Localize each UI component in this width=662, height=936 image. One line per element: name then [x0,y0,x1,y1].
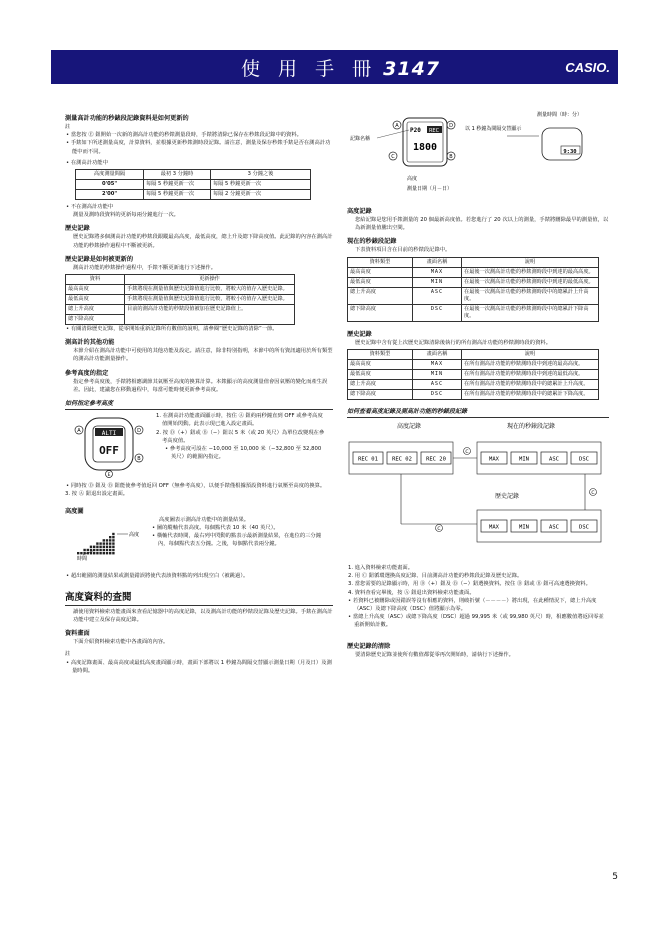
paragraph: 您給記錄是您用手錶測量的 20 個最新高度值。若您進行了 20 次以上的測量，手錶將刪除最早的測量值，以為新測量值騰出空間。 [355,217,609,232]
history-record-table [347,349,599,400]
step-item: • 同時按 Ⓓ 鈕及 Ⓑ 鈕能使參考值返回 OFF（無參考高度），以便手錶僅根據預設資料進行氣壓至高度的換算。 [66,483,326,490]
rec-cell-label: REC 20 [426,456,446,463]
graph-dot [90,548,92,550]
svg-text:A: A [395,123,399,129]
svg-text:E: E [107,473,111,479]
graph-dot [109,545,111,547]
heading: 高度圖 [65,507,84,515]
step-list [155,412,325,461]
graph-dot [103,548,105,550]
altitude-graph-illustration [73,522,143,562]
step-item: • 參考高度可設在 −10,000 至 10,000 米（−32,800 至 32,800 英尺）的範圍內指定。 [165,446,322,461]
record-flow-diagram [347,420,609,548]
svg-text:D: D [449,123,453,129]
graph-dot [112,539,114,541]
manual-title: 使 用 手 冊 3147 [241,58,441,80]
paragraph: 高度圖表示測高計功能中的測量結果。 [159,516,250,523]
paragraph: 下表資料項目含在目前的秒錶段記錄中。 [355,247,451,254]
table-header: 畫面名稱 [413,257,462,267]
graph-dot [99,542,101,544]
graph-dot [99,545,101,547]
table-header: 畫面名稱 [413,349,462,359]
paragraph: 測高計功能的秒錶操作過程中，手錶不斷更新進行下述操作。 [73,264,217,271]
graph-dot [103,552,105,554]
flow-alt-record-label: 高度記錄 [397,423,422,431]
graph-dot [106,542,108,544]
heading: 歷史記錄 [347,330,372,338]
graph-dot [109,536,111,538]
paragraph: 讀使用資料檢索功能畫面來查看記憶器中的高度記錄，以及測高計功能的秒錶段記錄及歷史記錄。手錶在測高計功能中建立及保存高度記錄。 [73,608,333,624]
graph-dot [93,552,95,554]
current-cell-label: ASC [549,456,559,463]
table-row: 總下降高度 DSC 在最後一次測高計功能的秒錶測時段中的總累計下降高度。 [348,304,599,321]
bullet-item: • 若資料已被刪除或因錯誤等沒有相應的資料，則破折號（－－－－）將出現，在此種情況下，總上升高度（ASC）及總下降高度（DSC）值將顯示為零。 [348,597,597,613]
svg-text:D: D [137,428,141,435]
left-column [65,114,333,675]
graph-dot [96,542,98,544]
graph-dot [103,542,105,544]
table-row: 最低高度 MIN 在最後一次測高計功能的秒錶測時段中到達的最低高度。 [348,277,599,287]
note-item: • 有關清除歷史記錄，從零開始重新記錄所有數值的說明，請參閱“歷史記錄的清除”一節。 [66,326,278,333]
rec-cell-label: REC 01 [358,456,378,463]
table-header: 說明 [462,349,599,359]
svg-text:C: C [391,154,395,160]
heading: 歷史記錄是如何被更新的 [65,255,134,263]
table-header: 說明 [462,257,599,267]
note-item: • 當您按 Ⓔ 鈕開始一次新的測高計功能的秒錶測量段時，手錶將清除已保存在秒錶段記錄中的資料。 [66,132,302,139]
heading: 現在的秒錶段記錄 [347,238,397,246]
history-cell-label: MIN [519,524,529,531]
header-bar [51,50,618,84]
heading: 測高計的其他功能 [65,339,115,347]
manual-page [51,50,618,896]
graph-dot [103,539,105,541]
graph-dot [106,552,108,554]
step-item: 3. 按 Ⓐ 鈕退出設定畫面。 [65,491,129,498]
table-header: 資料 [66,275,125,285]
bullet-item: • 超出範圍的測量結果或測量錯誤將使代表該資料點的列出現空白（被跳過）。 [66,572,249,579]
graph-notes [151,516,331,549]
bullet-item: • 橫軸代表時間，最右列中閃動的點表示最新測量結果，在進位的三分鐘內，每個點代表五分鐘。之後，每個點代表兩分鐘。 [152,533,322,548]
rec-cell-label: REC 02 [392,456,412,463]
table-row: 最低高度 MIN 在所有測高計功能的秒錶測時段中到達的最低高度。 [348,369,599,379]
history-cell-label: DSC [579,524,589,531]
graph-dot [103,545,105,547]
heading: 參考高度的指定 [65,369,109,377]
table-row: 總上升高度 ASC 在所有測高計功能的秒錶測時段中的總累計上升高度。 [348,379,599,389]
graph-dot [83,548,85,550]
graph-dot [109,542,111,544]
graph-dot [96,552,98,554]
divider [65,409,333,410]
history-cell-label: MAX [489,524,499,531]
graph-dot [112,536,114,538]
altitude-label: 高度 [407,176,418,182]
time-label: 測量時間（時：分） [537,112,583,118]
table-row: 總上升高度 ASC 在最後一次測高計功能的秒錶測時段中的總累計上升高度。 [348,287,599,304]
paragraph: 要清除歷史記錄並使所有數值都從零再次開始時，請執行下述操作。 [355,651,514,658]
screen-rec-text: REC [428,128,440,134]
table-row: 0'05" 每隔 5 秒鐘更新一次 每隔 5 秒鐘更新一次 [76,180,311,190]
view-steps [347,564,609,630]
step-item: 1. 在測高計功能畫面顯示時，按住 Ⓐ 鈕約兩秒鐘直到 OFF 或參考高度值開始閃動。此表示現已進入設定畫面。 [156,413,323,428]
graph-y-label: 高度 [129,531,140,538]
watch-screen-illustration [347,110,609,202]
note-label: 註 [65,124,71,130]
note-item: • 高度記錄畫面、最高高度或最低高度畫面顯示時，畫面下部將以 1 秒鐘為間隔交替顯示測量日期（月及日）及測量時間。 [66,659,332,674]
graph-dot [77,552,79,554]
paragraph: 本節介紹在測高計功能中可使用的其他功能及設定。請注意，除非特別指明，本節中的所有資訊適用於所有類型的測高計功能測量操作。 [73,348,333,363]
watch-mode-text: ALTI [101,430,117,438]
step-item: 2. 按 Ⓓ（+）鈕或 Ⓑ（−）鈕以 5 米（或 20 英尺）為單位改變現在參考高度值。 [156,429,325,444]
graph-dot [106,548,108,550]
note-item: • 手錶如下所述測量高度，計算資料，並根據更新秒錶測時段記錄。請注意，測量及保存秒錶手錶是否在測高計功能中而不同。 [66,140,331,155]
brand-logo: CASIO. [565,60,610,75]
date-label: 測量日期（月－日） [407,186,453,192]
current-cell-label: MIN [519,456,529,463]
current-cell-label: DSC [579,456,589,463]
page-number: 5 [612,872,618,882]
record-name-label: 記錄名稱 [350,136,371,142]
reference-procedure [65,412,333,482]
paragraph: 歷史記錄中含有從上次歷史記錄清除後執行的所有測高計功能的秒錶測時段的資料。 [355,339,551,346]
subheading: • 不在測高計功能中 [66,204,114,211]
heading: 高度記錄 [347,208,372,215]
graph-dot [112,532,114,534]
table-header: 3 分鐘之後 [211,170,311,180]
svg-text:B: B [449,154,453,160]
note-label: 註 [65,651,71,658]
procedure-heading: 如何指定參考高度 [65,400,114,408]
watch-illustration [69,412,149,478]
divider [347,417,609,418]
divider [65,605,333,606]
heading: 歷史記錄的清除 [347,642,391,650]
graph-dot [99,552,101,554]
table-row: 總下降高度 [66,315,295,325]
table-row: 總上升高度 目前的測高計功能的秒錶段值被加在歷史記錄值上。 [66,305,295,315]
subheading: • 在測高計功能中 [66,159,108,166]
bullet-item: • 圖的縱軸代表高度。每個點代表 10 米（40 英尺）。 [152,524,279,531]
graph-dot [90,552,92,554]
table-row: 最高高度 MAX 在最後一次測高計功能的秒錶測時段中到達的最高高度。 [348,267,599,277]
heading: 測量高計功能的秒錶段記錄資料是如何更新的 [65,115,189,122]
step-item: 1. 進入資料檢索功能畫面。 [348,565,414,572]
svg-text:B: B [137,456,141,463]
graph-dot [109,552,111,554]
step-item: 3. 當您需要的記錄顯示時，用 Ⓓ（+）鈕及 Ⓑ（−）鈕選換資料。按住 Ⓓ 鈕或 Ⓑ 鈕可高速選換資料。 [348,581,591,588]
altitude-graph-section [65,516,333,566]
update-interval-table [75,169,311,200]
table-row: 最高高度 手錶將現在測量值與歷史記錄值進行比較，將較大的值存入歷史記錄。 [66,285,295,295]
svg-text:C: C [437,527,441,533]
graph-dot [87,548,89,550]
graph-x-label: 時間 [77,555,88,562]
heading: 資料畫面 [65,630,90,638]
graph-dot [112,552,114,554]
alternating-note: 以 1 秒鐘為間隔交替顯示 [465,126,522,132]
bullet-item: • 當總上升高度（ASC）或總下降高度（DSC）超過 99,995 米（或 99,980 英尺）時，相應數值將返回零並重新開始計數。 [348,614,604,629]
graph-dot [112,545,114,547]
paragraph: 歷史記錄將多個測高計功能的秒錶段跟蹤最高高度，最低高度，總上升及總下降高度值。此記錄的內容在測高計功能的秒錶操作過程中不斷被更新。 [73,234,333,249]
history-cell-label: ASC [549,524,559,531]
record-screen-diagram [347,110,609,202]
graph-dot [106,545,108,547]
paragraph: 測量及測時段資料的更新每兩分鐘進行一次。 [73,212,179,219]
current-cell-label: MAX [489,456,499,463]
screen-top-text: P20 [410,127,421,134]
history-update-table [65,274,295,325]
graph-dot [96,548,98,550]
procedure-heading: 如何查看高度記錄及測高計功能的秒錶段記錄 [347,407,468,415]
svg-text:C: C [591,491,595,497]
table-header: 資料類型 [348,257,413,267]
graph-dot [112,548,114,550]
table-header: 高度測量間隔 [76,170,144,180]
graph-dot [99,548,101,550]
graph-dot [112,542,114,544]
screen-altitude-text: 1800 [412,142,438,153]
graph-dot [80,552,82,554]
table-row: 最低高度 手錶將現在測量值與歷史記錄值進行比較，將較小的值存入歷史記錄。 [66,295,295,305]
step-item: 4. 資料查看完畢後，按 Ⓐ 鈕退出資料檢索功能畫面。 [348,589,475,596]
graph-dot [90,545,92,547]
flow-history-label: 歷史記錄 [495,493,520,501]
table-header: 資料類型 [348,349,413,359]
table-header: 更新操作 [125,275,295,285]
paragraph: 下面介紹資料檢索功能中各畫面的內容。 [73,639,169,646]
graph-dot [96,545,98,547]
watch-value-text: OFF [99,444,119,458]
section-title: 高度資料的查閱 [65,591,132,603]
table-row: 2'00" 每隔 5 秒鐘更新一次 每隔 2 分鐘更新一次 [76,190,311,200]
right-column [347,110,609,659]
model-number: 3147 [383,58,441,80]
paragraph: 指定參考高度後，手錶將相應調節其氣壓至高度的換算計算。本錶顯示的高度測量值會因氣壓的變化而產生誤差。因此，建議您在移動過程中，每當可能時便更新參考高度。 [73,378,328,393]
table-row: 總下降高度 DSC 在所有測高計功能的秒錶測時段中的總累計下降高度。 [348,389,599,399]
svg-text:A: A [77,428,81,435]
table-header: 最初 3 分鐘時 [144,170,211,180]
graph-dot [93,545,95,547]
graph-dot [106,539,108,541]
step-item: 2. 用 Ⓒ 鈕循環選換高度記錄、目前測高計功能的秒錶段記錄及歷史記錄。 [348,573,523,580]
heading: 歷史記錄 [65,225,90,233]
current-record-table [347,257,599,322]
table-row: 最高高度 MAX 在所有測高計功能的秒錶測時段中到達的最高高度。 [348,359,599,369]
screen-time-text: 9:30 [563,149,577,155]
flow-current-record-label: 現在的秒錶段記錄 [507,423,556,431]
graph-dot [109,548,111,550]
svg-text:C: C [465,450,469,456]
graph-dot [109,539,111,541]
